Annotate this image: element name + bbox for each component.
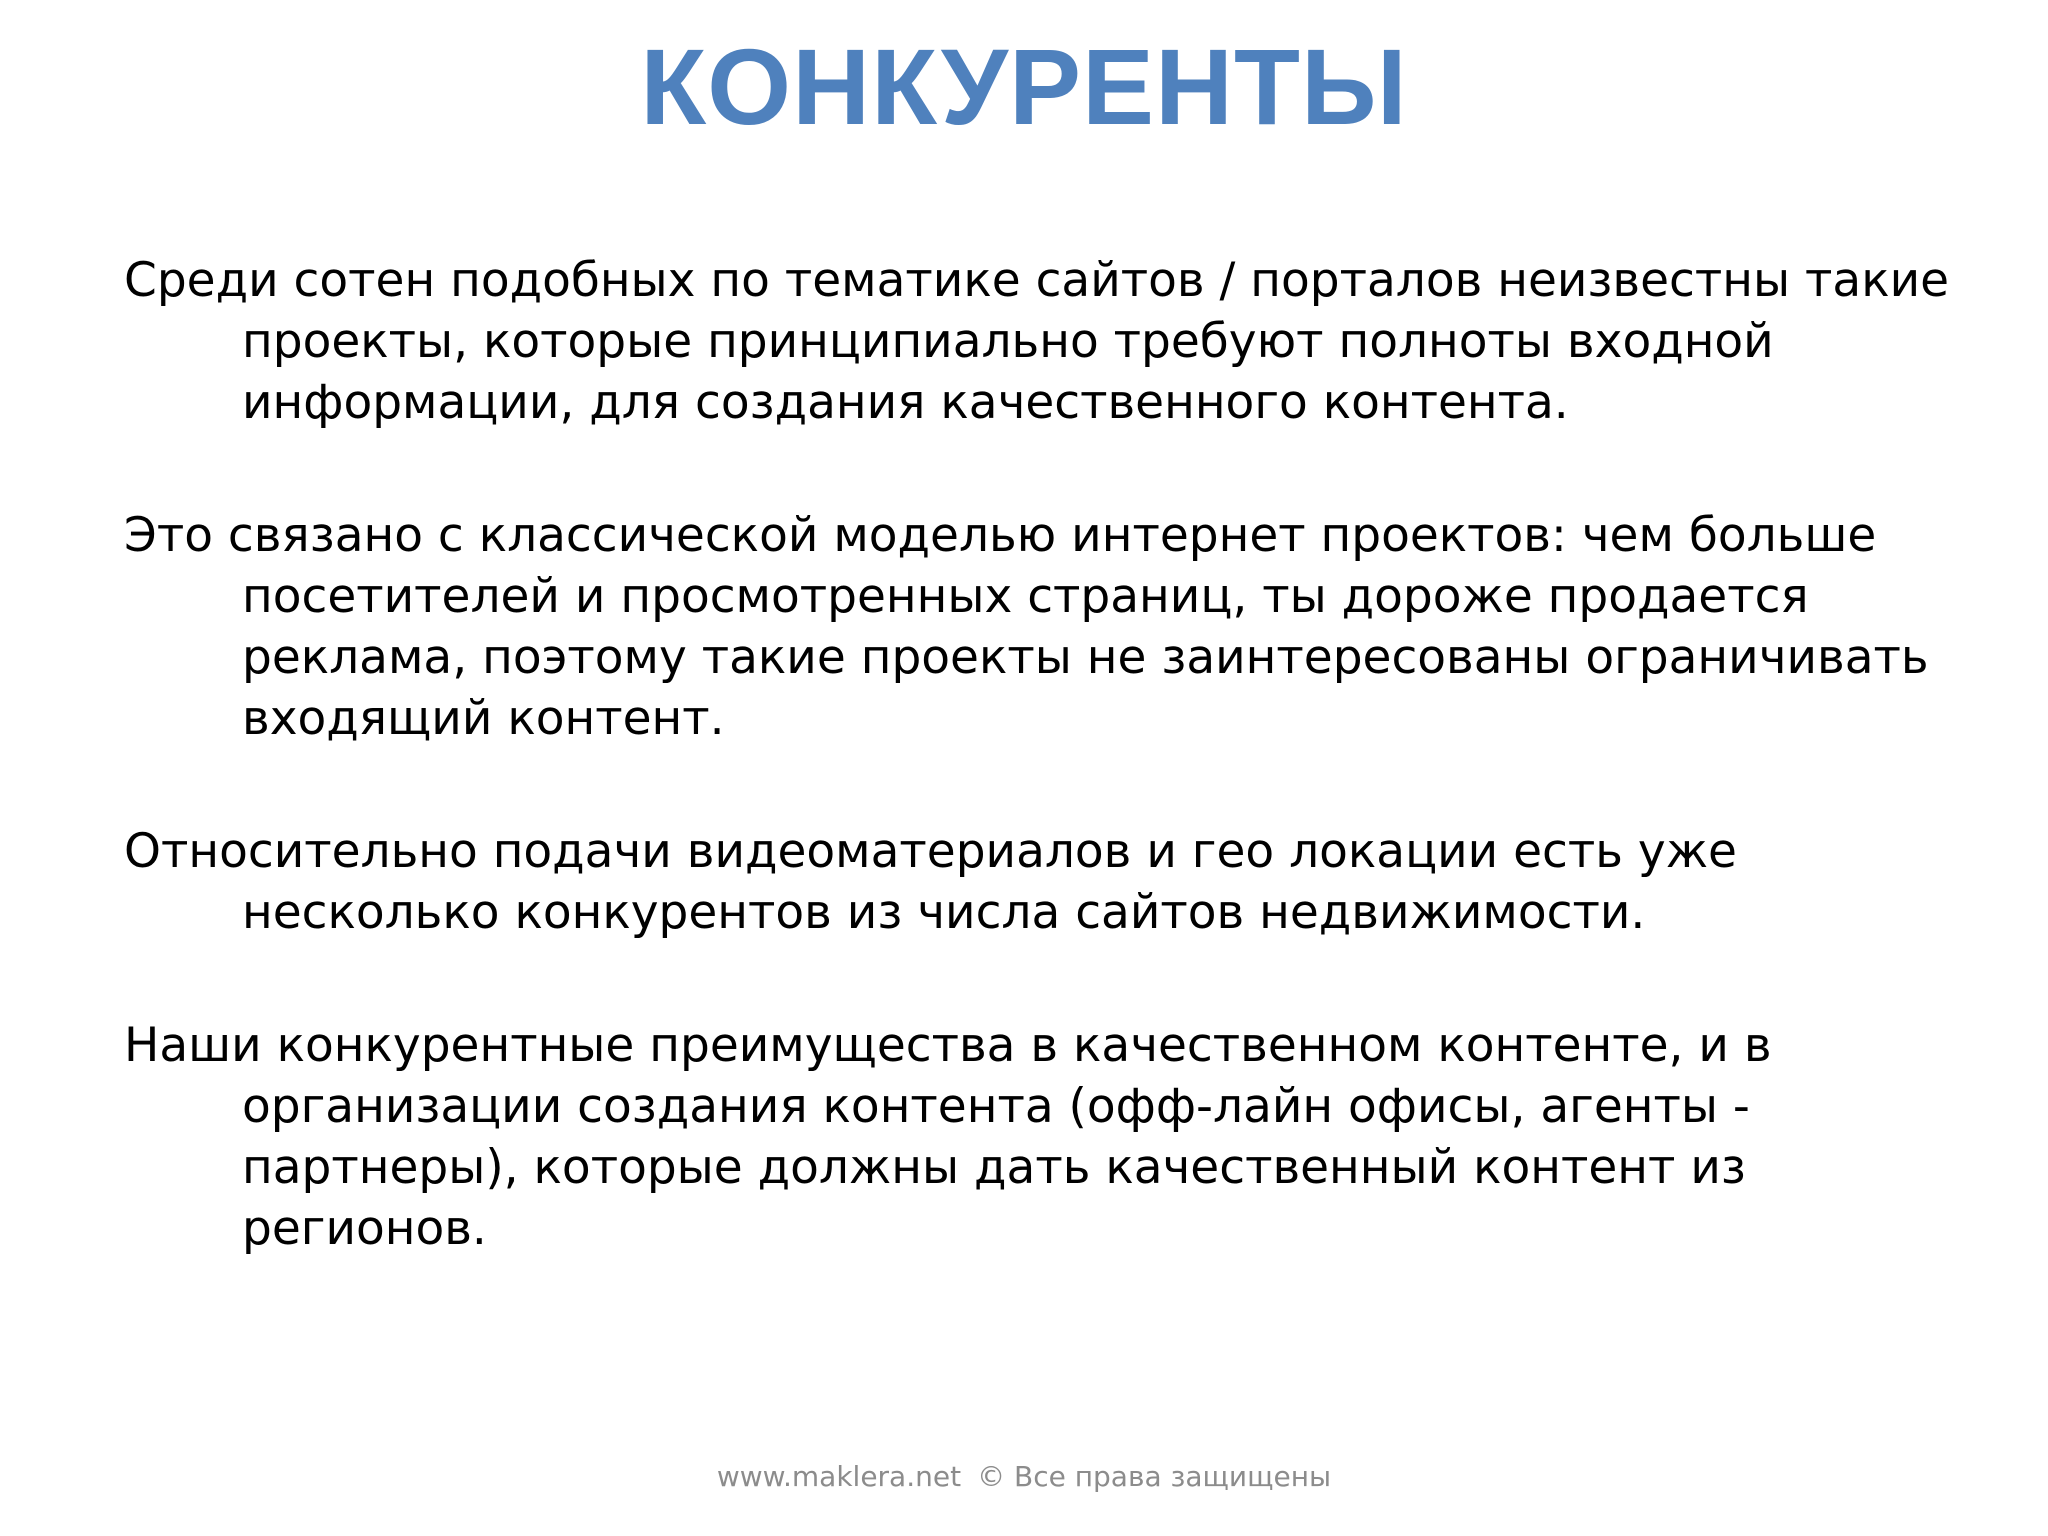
- paragraph-2: Это связано с классической моделью интернет проектов: чем больше посетителей и просмотренных страниц, ты дороже продается реклама, поэтому такие проекты не заинтересованы ограничивать входящий контент.: [124, 508, 1929, 746]
- slide-body: [124, 250, 1984, 1331]
- footer-site: www.maklera.net: [716, 1460, 962, 1493]
- paragraph-3: Относительно подачи видеоматериалов и гео локации есть уже несколько конкурентов из числа сайтов недвижимости.: [124, 824, 1737, 940]
- paragraph-4: Наши конкурентные преимущества в качественном контенте, и в организации создания контента (офф-лайн офисы, агенты - партнеры), которые должны дать качественный контент из регионов.: [124, 1018, 1772, 1256]
- slide-footer: [0, 1460, 2048, 1493]
- slide-title: КОНКУРЕНТЫ: [640, 26, 1408, 147]
- footer-copyright: © Все права защищены: [977, 1460, 1332, 1493]
- paragraph-1: Среди сотен подобных по тематике сайтов / порталов неизвестны такие проекты, которые принципиально требуют полноты входной информации, для создания качественного контента.: [124, 253, 1950, 430]
